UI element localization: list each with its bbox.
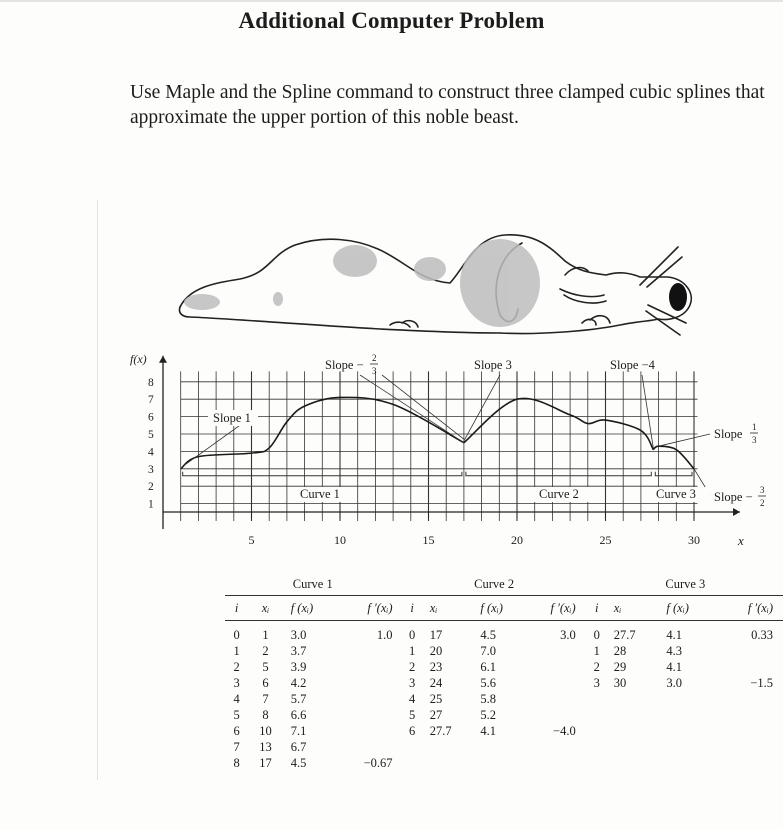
- x-axis-label: x: [738, 533, 744, 548]
- table-cell: 3: [233, 675, 240, 690]
- dog-spot-head: [460, 239, 540, 327]
- x-tick-label: 5: [248, 533, 255, 547]
- table-cell: [721, 643, 783, 659]
- table-cell: [533, 739, 587, 755]
- dog-front-paw: [582, 316, 610, 325]
- curve-bracket-3: [655, 472, 692, 476]
- scan-margin-line: [97, 200, 98, 780]
- x-tick-label: 30: [688, 533, 700, 547]
- table-cell: 1: [262, 627, 269, 642]
- table-cell: [606, 707, 657, 723]
- table-cell: [721, 659, 783, 675]
- table-cell: 2: [593, 659, 600, 674]
- table-cell: 24: [429, 675, 443, 690]
- column-header: f ′(xᵢ): [721, 596, 783, 621]
- table-cell: [345, 691, 400, 707]
- table-cell: −4.0: [553, 723, 576, 738]
- table-cell: 5: [409, 707, 416, 722]
- group-curve-1: Curve 1: [292, 577, 333, 591]
- dog-spline-figure: [120, 225, 770, 560]
- table-cell: 27.7: [429, 723, 452, 738]
- x-tick-label: 10: [334, 533, 346, 547]
- table-cell: 5.8: [480, 691, 497, 706]
- x-tick-labels: [249, 512, 701, 547]
- table-cell: 0: [593, 627, 600, 642]
- table-cell: 6: [262, 675, 269, 690]
- table-cell: 2: [409, 659, 416, 674]
- table-cell: 2: [262, 643, 269, 658]
- table-cell: 0: [409, 627, 416, 642]
- table-cell: [588, 723, 606, 739]
- table-cell: 5.6: [480, 675, 497, 690]
- table-cell: 4.5: [290, 755, 307, 770]
- y-tick-label: 3: [148, 463, 154, 476]
- slope-leader-line: [659, 434, 710, 446]
- table-cell: 5.2: [480, 707, 497, 722]
- table-cell: [472, 755, 533, 771]
- table-cell: 2: [233, 659, 240, 674]
- column-header: i: [225, 596, 248, 621]
- table-cell: [721, 739, 783, 755]
- table-cell: [588, 707, 606, 723]
- table-cell: 4.1: [666, 627, 683, 642]
- table-cell: 3.0: [560, 627, 576, 642]
- table-cell: 13: [259, 739, 272, 754]
- fraction-1-3-numerator: 1: [752, 422, 757, 432]
- table-row: [225, 755, 783, 771]
- y-tick-label: 2: [148, 481, 154, 494]
- table-cell: [345, 723, 400, 739]
- table-cell: 8: [233, 755, 240, 770]
- table-cell: 27: [429, 707, 443, 722]
- table-group-header-row: [225, 570, 783, 596]
- table-cell: 30: [613, 675, 627, 690]
- column-header: f (xᵢ): [283, 596, 346, 621]
- table-cell: 4: [233, 691, 240, 706]
- dog-spot-neck: [414, 257, 446, 281]
- table-row: [225, 691, 783, 707]
- table-cell: 3.0: [666, 675, 683, 690]
- table-cell: 0.33: [751, 627, 773, 642]
- spline-curve-3: [653, 446, 694, 469]
- x-tick-label: 25: [599, 533, 612, 547]
- table-cell: 7.1: [290, 723, 307, 738]
- table-cell: 6.6: [290, 707, 307, 722]
- spline-curves: [181, 397, 694, 468]
- dog-nose: [669, 283, 687, 311]
- table-cell: [656, 755, 721, 771]
- table-cell: [606, 739, 657, 755]
- table-cell: [721, 755, 783, 771]
- table-row: [225, 739, 783, 755]
- table-cell: 4.2: [290, 675, 307, 690]
- column-header: f (xᵢ): [656, 596, 721, 621]
- dog-spots: [184, 239, 540, 327]
- dog-spot-back: [333, 245, 377, 277]
- table-cell: [345, 739, 400, 755]
- table-cell: [401, 739, 424, 755]
- table-cell: 3: [409, 675, 416, 690]
- table-cell: [656, 707, 721, 723]
- y-tick-label: 6: [148, 411, 154, 424]
- y-tick-label: 1: [148, 498, 154, 511]
- table-cell: [721, 707, 783, 723]
- table-cell: 6.7: [290, 739, 307, 754]
- problem-instructions: Use Maple and the Spline command to construct three clamped cubic splines that approximate the upper portion of this noble beast.: [130, 82, 765, 128]
- column-header: i: [588, 596, 606, 621]
- table-cell: [588, 755, 606, 771]
- table-cell: [656, 723, 721, 739]
- column-header: f (xᵢ): [472, 596, 533, 621]
- table-cell: [533, 675, 587, 691]
- table-cell: 6.1: [480, 659, 497, 674]
- table-cell: 6: [409, 723, 416, 738]
- table-cell: −1.5: [750, 675, 773, 690]
- table-cell: 25: [429, 691, 443, 706]
- annotation-slope-3: Slope 3: [474, 358, 512, 372]
- table-cell: 0: [233, 627, 240, 642]
- table-column-header-row: [225, 596, 783, 621]
- y-axis-arrow: [159, 356, 167, 363]
- table-cell: 4.1: [666, 659, 683, 674]
- table-row: [225, 643, 783, 659]
- curve-2-label: Curve 2: [539, 487, 579, 501]
- table-cell: 28: [613, 643, 627, 658]
- dog-tail-outline: [179, 307, 500, 333]
- column-header: i: [401, 596, 424, 621]
- table-cell: 4.3: [666, 643, 683, 658]
- table-cell: 3.7: [290, 643, 307, 658]
- dog-spot-tail: [184, 294, 220, 310]
- table-cell: [533, 707, 587, 723]
- table-cell: 29: [613, 659, 627, 674]
- column-header: f ′(xᵢ): [345, 596, 400, 621]
- annotation-slope-1: Slope 1: [213, 411, 251, 425]
- annotation-slope-one-third: Slope: [714, 427, 743, 441]
- table-cell: [345, 675, 400, 691]
- table-cell: [533, 659, 587, 675]
- dog-chin: [500, 319, 658, 334]
- table-cell: 23: [429, 659, 443, 674]
- table-cell: [424, 755, 473, 771]
- fraction-2-3-numerator: 2: [372, 353, 377, 363]
- table-cell: 5: [262, 659, 269, 674]
- table-cell: [588, 739, 606, 755]
- table-cell: [721, 723, 783, 739]
- table-cell: [345, 659, 400, 675]
- table-cell: [424, 739, 473, 755]
- table-cell: 3.0: [290, 627, 307, 642]
- table-cell: [345, 707, 400, 723]
- slope-leader-line: [382, 375, 464, 439]
- table-cell: −0.67: [363, 755, 393, 770]
- table-cell: [656, 691, 721, 707]
- table-row: [225, 723, 783, 739]
- table-cell: 1: [593, 643, 600, 658]
- top-border: [0, 0, 783, 2]
- table-cell: [345, 643, 400, 659]
- table-cell: [606, 755, 657, 771]
- table-cell: 1: [233, 643, 240, 658]
- table-cell: 7: [233, 739, 240, 754]
- dog-spot-small: [273, 292, 283, 306]
- y-tick-labels: [148, 377, 154, 511]
- table-cell: 4: [409, 691, 416, 706]
- column-header: xᵢ: [248, 596, 282, 621]
- annotation-slope-neg-4: Slope −4: [610, 358, 655, 372]
- dog-eye-closed: [560, 268, 606, 303]
- dog-belly-line: [390, 321, 418, 327]
- table-cell: [721, 691, 783, 707]
- table-cell: 4.5: [480, 627, 497, 642]
- table-cell: [401, 755, 424, 771]
- table-cell: 1: [409, 643, 416, 658]
- table-cell: 27.7: [613, 627, 636, 642]
- table-cell: [533, 643, 587, 659]
- x-tick-label: 15: [422, 533, 435, 547]
- table-cell: 10: [259, 723, 272, 738]
- column-header: f ′(xᵢ): [533, 596, 587, 621]
- table-cell: 5.7: [290, 691, 307, 706]
- page-title: Additional Computer Problem: [238, 8, 545, 33]
- table-cell: 6: [233, 723, 240, 738]
- fraction-3-2-numerator: 3: [760, 485, 765, 495]
- y-axis-label: f(x): [130, 352, 147, 366]
- spline-data-table: [225, 570, 783, 771]
- curve-1-label: Curve 1: [300, 487, 340, 501]
- x-axis-arrow: [733, 508, 740, 516]
- table-row: [225, 675, 783, 691]
- spline-curve-2: [464, 398, 653, 449]
- curve-bracket-lines: [183, 472, 692, 476]
- annotation-slope-neg-three-halves: Slope −: [714, 490, 753, 504]
- table-cell: 20: [429, 643, 443, 658]
- table-cell: [533, 691, 587, 707]
- y-tick-label: 7: [148, 394, 154, 407]
- y-tick-label: 5: [148, 429, 154, 441]
- table-cell: [656, 739, 721, 755]
- x-tick-label: 20: [511, 533, 523, 547]
- table-body: [225, 596, 783, 772]
- table-cell: 3: [593, 675, 600, 690]
- group-curve-2: Curve 2: [474, 577, 515, 591]
- column-header: xᵢ: [424, 596, 473, 621]
- table-row: [225, 707, 783, 723]
- table-row: [225, 621, 783, 644]
- table-cell: 1.0: [376, 627, 393, 642]
- table-cell: 17: [429, 627, 443, 642]
- table-cell: 4.1: [480, 723, 497, 738]
- table-cell: 8: [262, 707, 269, 722]
- table-cell: [588, 691, 606, 707]
- table-cell: 17: [259, 755, 272, 770]
- column-header: xᵢ: [606, 596, 657, 621]
- table-cell: [606, 691, 657, 707]
- table-cell: 3.9: [290, 659, 307, 674]
- fraction-1-3-denominator: 3: [752, 435, 757, 445]
- y-tick-label: 8: [148, 376, 154, 389]
- table-cell: 7: [262, 691, 269, 706]
- table-cell: [533, 755, 587, 771]
- table-cell: [472, 739, 533, 755]
- table-cell: 7.0: [480, 643, 497, 658]
- dog-illustration: [179, 235, 691, 335]
- slope-leader-lines: [184, 375, 710, 495]
- group-curve-3: Curve 3: [665, 577, 706, 591]
- table-cell: 5: [233, 707, 240, 722]
- table-cell: [606, 723, 657, 739]
- y-tick-label: 4: [148, 446, 154, 459]
- annotation-slope-neg-two-thirds: Slope −: [325, 358, 364, 372]
- table-row: [225, 659, 783, 675]
- curve-3-label: Curve 3: [656, 487, 696, 501]
- fraction-3-2-denominator: 2: [760, 498, 765, 508]
- fraction-2-3-denominator: 3: [372, 366, 377, 376]
- graph-grid: [181, 371, 698, 521]
